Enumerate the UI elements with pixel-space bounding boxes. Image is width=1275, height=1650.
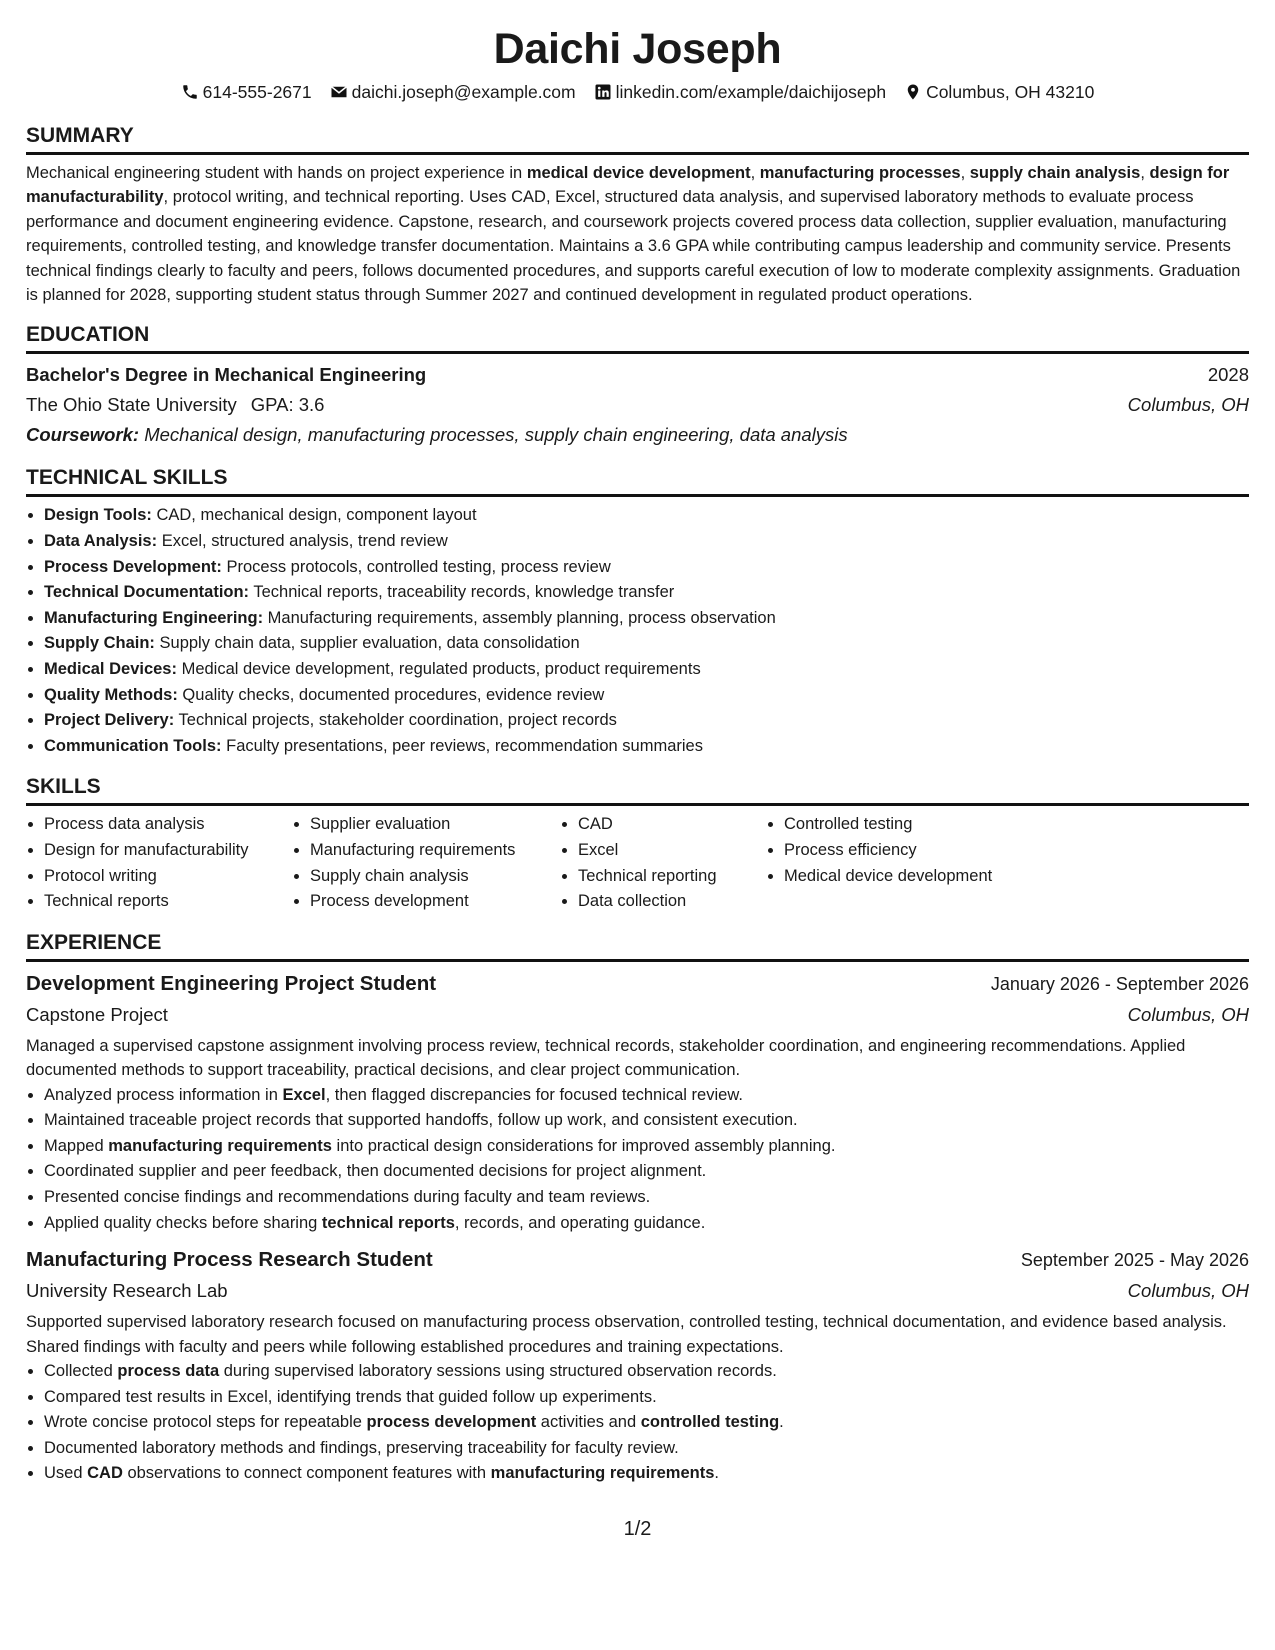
list-item — [44, 734, 1249, 760]
section-title-skills: SKILLS — [26, 773, 1249, 806]
section-title-technical-skills: TECHNICAL SKILLS — [26, 464, 1249, 497]
list-item: • Technical reports — [44, 889, 270, 915]
page-number: 1/2 — [623, 1518, 652, 1540]
bullet-bold: process data — [117, 1361, 220, 1380]
list-item: • Excel — [578, 838, 744, 864]
phone-text: 614-555-2671 — [202, 82, 312, 102]
job-org: University Research Lab — [26, 1280, 228, 1302]
education-degree-row — [26, 360, 1249, 390]
job-org-row — [26, 1000, 1249, 1030]
graduation-year: 2028 — [1207, 364, 1249, 386]
list-item — [44, 1083, 1249, 1109]
skills-column — [560, 812, 766, 914]
technical-skills-section — [26, 464, 1249, 759]
list-item: • Manufacturing requirements — [310, 838, 538, 864]
bullet-text: , records, and operating guidance. — [454, 1213, 706, 1232]
summary-text-2: , — [750, 164, 760, 182]
contact-bar — [26, 80, 1249, 104]
skill-label: Supply Chain: — [44, 634, 155, 653]
bullet-bold: technical reports — [321, 1213, 455, 1232]
job-dates: January 2026 - September 2026 — [990, 973, 1249, 994]
skill-text: Manufacturing requirements, assembly planning, process observation — [263, 608, 776, 627]
contact-linkedin[interactable] — [594, 80, 886, 104]
skills-column — [766, 812, 1014, 914]
bullet-bold: process development — [366, 1413, 537, 1432]
list-item — [44, 1134, 1249, 1160]
job-description: Managed a supervised capstone assignment involving process review, technical records, stakeholder coordination, and engineering recommendations. Applied documented methods to support traceability, practical decisions, and clear project communication. — [26, 1036, 1186, 1080]
bullet-bold: manufacturing requirements — [108, 1136, 332, 1155]
job-bullets — [26, 1359, 1249, 1487]
skill-text: Process protocols, controlled testing, process review — [221, 557, 611, 576]
linkedin-text[interactable]: linkedin.com/example/daichijoseph — [615, 82, 887, 102]
section-title-education: EDUCATION — [26, 321, 1249, 354]
email-text[interactable]: daichi.joseph@example.com — [351, 82, 576, 102]
summary-paragraph — [26, 161, 1249, 307]
technical-skills-list — [26, 503, 1249, 759]
skill-text: Faculty presentations, peer reviews, recommendation summaries — [221, 736, 703, 755]
school-location: Columbus, OH — [1127, 394, 1249, 416]
bullet-text: Used — [44, 1464, 88, 1483]
skills-column — [292, 812, 560, 914]
skill-text: Quality checks, documented procedures, evidence review — [177, 685, 605, 704]
bullet-text: observations to connect component features with — [122, 1464, 491, 1483]
phone-icon — [181, 83, 199, 101]
job-header-row — [26, 968, 1249, 1000]
summary-text-1: Mechanical engineering student with hands on project experience in — [26, 164, 527, 182]
skill-label: Process Development: — [44, 557, 222, 576]
job-entry — [26, 1244, 1249, 1487]
list-item: • Supplier evaluation — [310, 812, 538, 838]
summary-text-3: , — [960, 164, 970, 182]
bullet-text: Wrote concise protocol steps for repeatable — [44, 1413, 367, 1432]
skill-label: Communication Tools: — [44, 736, 222, 755]
list-item: • Supply chain analysis — [310, 864, 538, 890]
skill-text: Technical reports, traceability records, knowledge transfer — [249, 583, 675, 602]
bullet-text: activities and — [536, 1413, 641, 1432]
job-location: Columbus, OH — [1127, 1280, 1249, 1302]
list-item — [44, 1385, 1249, 1411]
bullet-bold: manufacturing requirements — [490, 1464, 715, 1483]
bullet-text: Presented concise findings and recommendations during faculty and team reviews. — [44, 1187, 651, 1206]
list-item: • Controlled testing — [784, 812, 992, 838]
list-item: • Data collection — [578, 889, 744, 915]
skill-label: Project Delivery: — [44, 711, 175, 730]
bullet-text: , then flagged discrepancies for focused technical review. — [325, 1085, 743, 1104]
list-item: • Process development — [310, 889, 538, 915]
job-title: Manufacturing Process Research Student — [26, 1248, 433, 1272]
list-item — [44, 683, 1249, 709]
job-dates: September 2025 - May 2026 — [1020, 1250, 1249, 1271]
bullet-text: into practical design considerations for improved assembly planning. — [331, 1136, 836, 1155]
gpa: GPA: 3.6 — [250, 394, 325, 416]
list-item — [44, 555, 1249, 581]
summary-text-5: , protocol writing, and technical reporting. Uses CAD, Excel, structured data analysis, and supervised laboratory methods to evaluate process performance and document engineering evidence. Capstone, research, and coursework projects covered process data collection, supplier evaluation, manufacturing requirements, controlled testing, and knowledge transfer documentation. Maintains a 3.6 GPA while contributing campus leadership and community service. Presents technical findings clearly to faculty and peers, follows documented procedures, and supports careful execution of low to moderate complexity assignments. Graduation is planned for 2028, supporting student status through Summer 2027 and continued development in regulated product operations. — [26, 188, 1241, 305]
coursework-label: Coursework: — [26, 424, 140, 446]
bullet-text: Coordinated supplier and peer feedback, then documented decisions for project alignment. — [44, 1162, 707, 1181]
skills-grid — [26, 812, 1249, 914]
contact-email[interactable] — [330, 80, 576, 104]
list-item: • Technical reporting — [578, 864, 744, 890]
job-location: Columbus, OH — [1127, 1003, 1249, 1025]
bullet-text: Applied quality checks before sharing — [44, 1213, 322, 1232]
job-title: Development Engineering Project Student — [26, 971, 437, 995]
envelope-icon — [330, 83, 348, 101]
experience-section — [26, 929, 1249, 1487]
skill-label: Manufacturing Engineering: — [44, 608, 264, 627]
coursework — [26, 420, 1249, 450]
contact-location — [904, 80, 1094, 104]
list-item — [44, 1185, 1249, 1211]
bullet-text: Maintained traceable project records that supported handoffs, follow up work, and consistent execution. — [44, 1111, 798, 1130]
list-item — [44, 1159, 1249, 1185]
bullet-text: Documented laboratory methods and findings, preserving traceability for faculty review. — [44, 1438, 679, 1457]
skills-column — [26, 812, 292, 914]
summary-bold-2: manufacturing processes — [759, 164, 961, 182]
bullet-text: Collected — [44, 1361, 118, 1380]
list-item: • Medical device development — [784, 864, 992, 890]
bullet-bold: CAD — [87, 1464, 123, 1483]
skill-label: Quality Methods: — [44, 685, 178, 704]
bullet-text: Mapped — [44, 1136, 109, 1155]
job-org-row — [26, 1276, 1249, 1306]
list-item — [44, 1359, 1249, 1385]
list-item — [44, 1461, 1249, 1487]
education-school-row — [26, 390, 1249, 420]
skill-label: Design Tools: — [44, 506, 152, 525]
education-section — [26, 321, 1249, 450]
skill-text: Excel, structured analysis, trend review — [157, 532, 448, 551]
summary-bold-3: supply chain analysis — [969, 164, 1141, 182]
bullet-bold: controlled testing — [640, 1413, 780, 1432]
location-text: Columbus, OH 43210 — [926, 82, 1095, 102]
skill-text: Supply chain data, supplier evaluation, data consolidation — [154, 634, 580, 653]
list-item — [44, 1436, 1249, 1462]
list-item — [44, 529, 1249, 555]
list-item: • Process data analysis — [44, 812, 270, 838]
skill-text: CAD, mechanical design, component layout — [151, 506, 477, 525]
summary-bold-1: medical device development — [526, 164, 751, 182]
summary-text-4: , — [1140, 164, 1150, 182]
list-item — [44, 1410, 1249, 1436]
bullet-bold: Excel — [282, 1085, 326, 1104]
bullet-text: Compared test results in Excel, identifying trends that guided follow up experiments. — [44, 1387, 657, 1406]
skill-text: Medical device development, regulated products, product requirements — [176, 660, 701, 678]
job-entry — [26, 968, 1249, 1236]
section-title-experience: EXPERIENCE — [26, 929, 1249, 962]
job-bullets — [26, 1083, 1249, 1237]
degree-name: Bachelor's Degree in Mechanical Engineering — [26, 364, 427, 386]
bullet-text: . — [779, 1413, 784, 1432]
list-item — [44, 657, 1249, 683]
skill-text: Technical projects, stakeholder coordination, project records — [174, 711, 617, 730]
coursework-text: Mechanical design, manufacturing processes, supply chain engineering, data analysis — [139, 424, 848, 446]
school-info — [26, 390, 324, 420]
linkedin-icon — [594, 83, 612, 101]
bullet-text: Analyzed process information in — [44, 1085, 283, 1104]
list-item — [44, 606, 1249, 632]
skill-label: Data Analysis: — [44, 532, 158, 551]
skill-label: Technical Documentation: — [44, 583, 250, 602]
list-item — [44, 631, 1249, 657]
list-item: • Protocol writing — [44, 864, 270, 890]
candidate-name: Daichi Joseph — [493, 25, 782, 73]
summary-bold-4: design for manufacturability — [26, 164, 1230, 207]
list-item — [44, 503, 1249, 529]
job-org: Capstone Project — [26, 1003, 168, 1025]
list-item: • CAD — [578, 812, 744, 838]
skills-section — [26, 773, 1249, 914]
contact-phone — [181, 80, 312, 104]
bullet-text: . — [714, 1464, 719, 1483]
summary-section — [26, 122, 1249, 307]
bullet-text: during supervised laboratory sessions using structured observation records. — [219, 1361, 777, 1380]
job-description: Supported supervised laboratory research focused on manufacturing process observation, controlled testing, technical documentation, and evidence based analysis. Shared findings with faculty and peers while following established procedures and training expectations. — [26, 1313, 1227, 1356]
list-item: • Design for manufacturability — [44, 838, 270, 864]
list-item: • Process efficiency — [784, 838, 992, 864]
list-item — [44, 1108, 1249, 1134]
list-item — [44, 708, 1249, 734]
section-title-summary: SUMMARY — [26, 122, 1249, 155]
skill-label: Medical Devices: — [44, 660, 177, 678]
map-pin-icon — [904, 83, 922, 101]
school-name: The Ohio State University — [26, 394, 237, 416]
list-item — [44, 580, 1249, 606]
job-header-row — [26, 1244, 1249, 1276]
list-item — [44, 1211, 1249, 1237]
